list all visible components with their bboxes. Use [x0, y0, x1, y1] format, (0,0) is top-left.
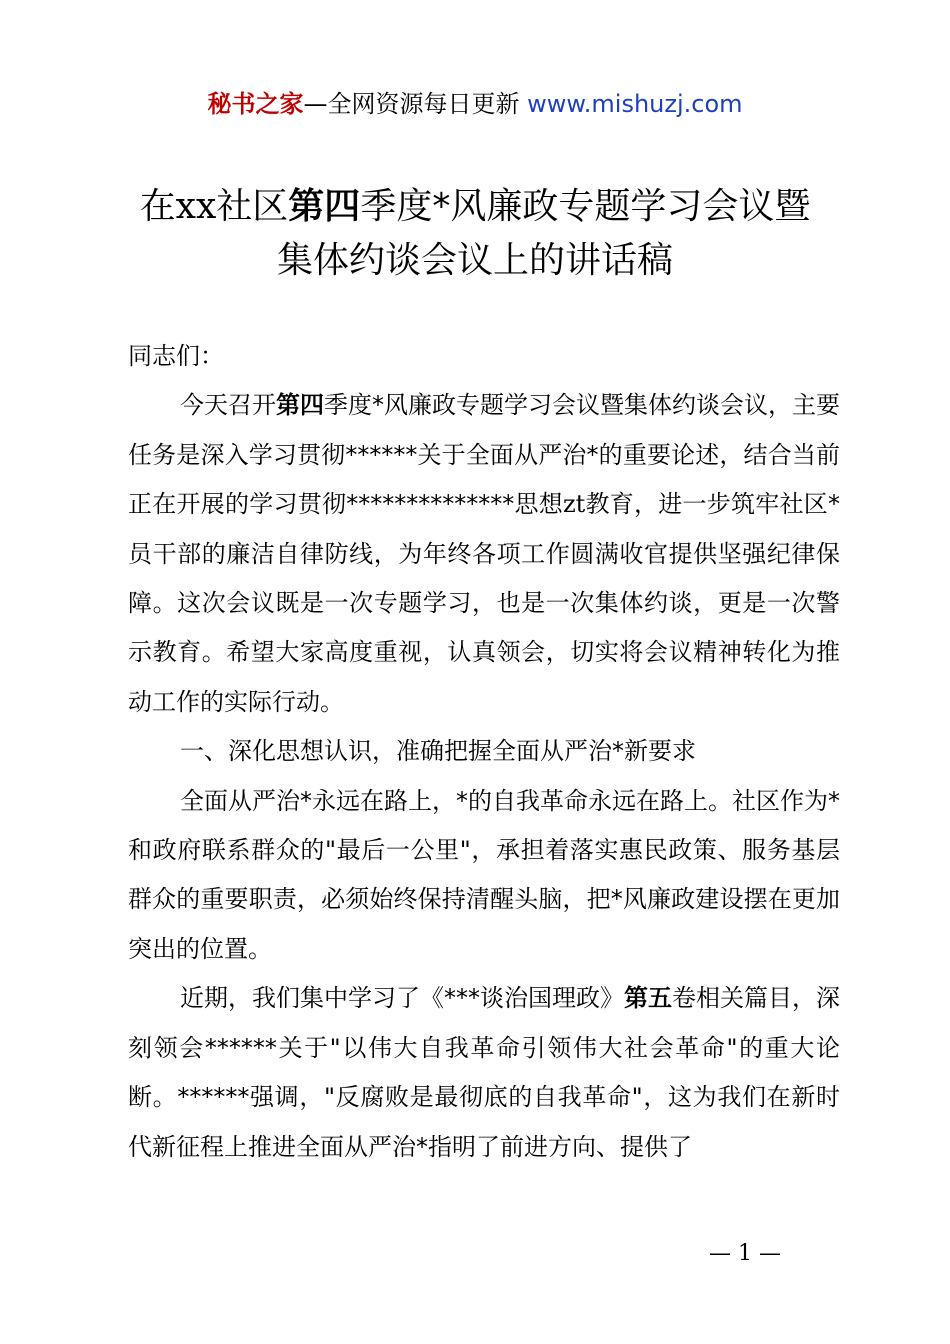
document-title [0, 180, 950, 288]
title-line-2: 集体约谈会议上的讲话稿 [276, 240, 673, 281]
section-heading-1: 一、深化思想认识，准确把握全面从严治*新要求 [180, 737, 696, 766]
title-line-1: 在xx社区第四季度*风廉政专题学习会议暨 [139, 186, 811, 227]
page-number: — 1 — [709, 1241, 781, 1266]
document-body [128, 332, 840, 1172]
site-url-link[interactable]: www.mishuzj.com [527, 90, 743, 118]
salutation: 同志们： [128, 342, 224, 370]
site-brand: 秘书之家 [207, 90, 304, 118]
site-tagline: —全网资源每日更新 [303, 90, 520, 118]
paragraph-3: 近期，我们集中学习了《***谈治国理政》第五卷相关篇目，深刻领会******关于"以伟大自我革命引领伟大社会革命"的重大论断。******强调，"反腐败是最彻底的自我革命"，这为我们在新时代新征程上推进全面从严治*指明了前进方向、提供了 [128, 984, 840, 1161]
site-header [0, 86, 950, 122]
paragraph-2: 全面从严治*永远在路上，*的自我革命永远在路上。社区作为*和政府联系群众的"最后一公里"，承担着落实惠民政策、服务基层群众的重要职责，必须始终保持清醒头脑，把*风廉政建设摆在更加突出的位置。 [128, 786, 840, 963]
paragraph-intro: 今天召开第四季度*风廉政专题学习会议暨集体约谈会议，主要任务是深入学习贯彻******关于全面从严治*的重要论述，结合当前正在开展的学习贯彻**************思想zt教育，进一步筑牢社区*员干部的廉洁自律防线，为年终各项工作圆满收官提供坚强纪律保障。这次会议既是一次专题学习，也是一次集体约谈，更是一次警示教育。希望大家高度重视，认真领会，切实将会议精神转化为推动工作的实际行动。 [128, 391, 841, 716]
